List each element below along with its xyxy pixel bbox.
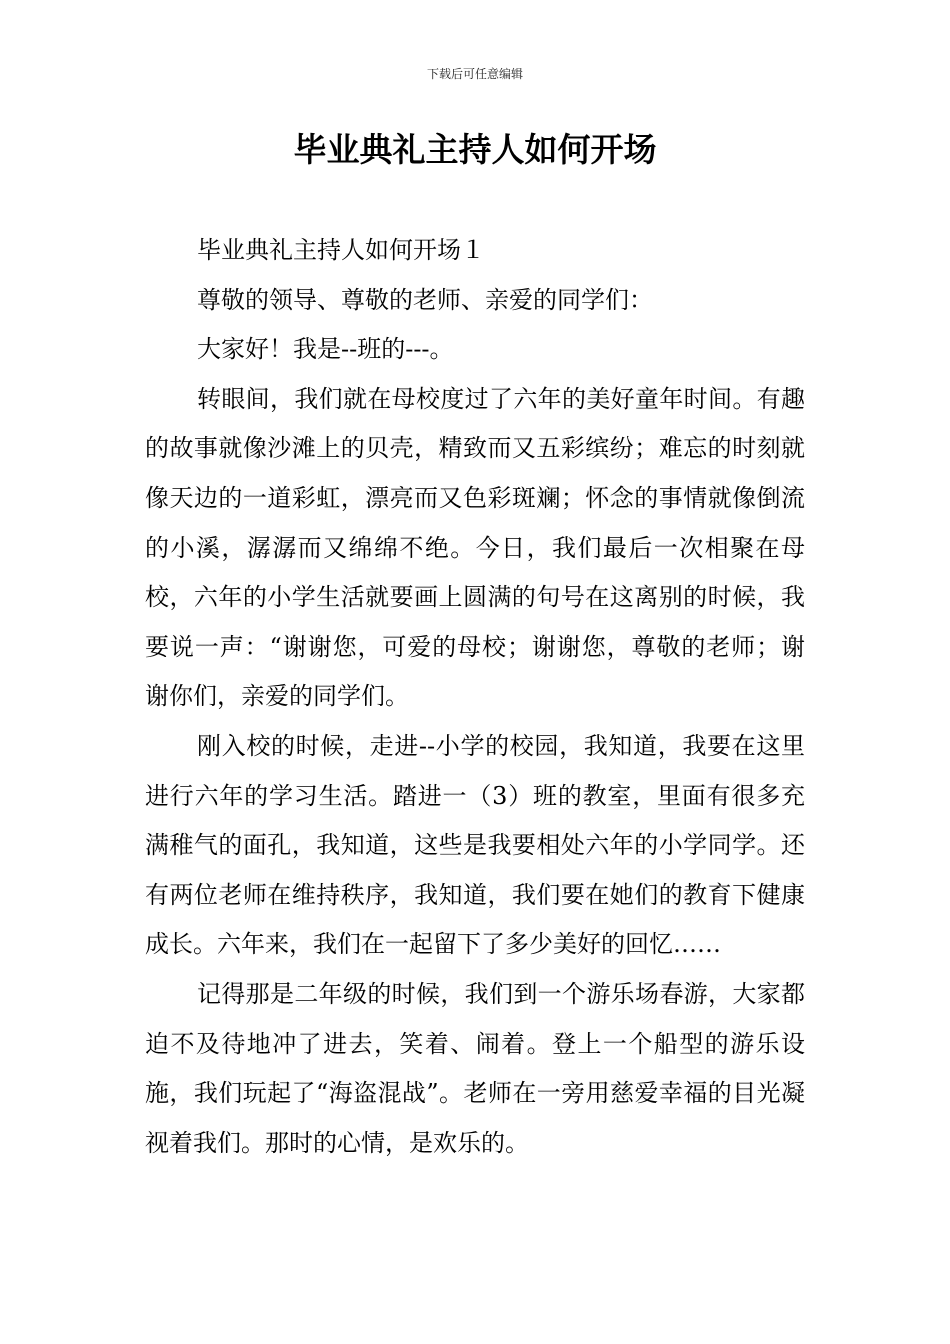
paragraph: 转眼间，我们就在母校度过了六年的美好童年时间。有趣的故事就像沙滩上的贝壳，精致而又五彩缤纷；难忘的时刻就像天边的一道彩虹，漂亮而又色彩斑斓；怀念的事情就像倒流的小溪，潺潺而又绵绵不绝。今日，我们最后一次相聚在母校，六年的小学生活就要画上圆满的句号在这离别的时候，我要说一声：“谢谢您，可爱的母校；谢谢您，尊敬的老师；谢谢你们，亲爱的同学们。 [145,384,805,711]
document-title: 毕业典礼主持人如何开场 [293,130,657,169]
paragraph-greeting: 大家好！我是--班的---。 [197,335,454,364]
paragraph: 记得那是二年级的时候，我们到一个游乐场春游，大家都迫不及待地冲了进去，笑着、闹着。登上一个船型的游乐设施，我们玩起了“海盗混战”。老师在一旁用慈爱幸福的目光凝视着我们。那时的心情，是欢乐的。 [145,979,805,1157]
document-body [145,226,805,1168]
paragraph-subtitle: 毕业典礼主持人如何开场１ [197,236,485,264]
paragraph: 刚入校的时候，走进--小学的校园，我知道，我要在这里进行六年的学习生活。踏进一（3）班的教室，里面有很多充满稚气的面孔，我知道，这些是我要相处六年的小学同学。还有两位老师在维持秩序，我知道，我们要在她们的教育下健康成长。六年来，我们在一起留下了多少美好的回忆…… [145,731,805,959]
paragraph-salutation: 尊敬的领导、尊敬的老师、亲爱的同学们： [197,285,653,314]
header-note: 下载后可任意编辑 [426,67,523,81]
